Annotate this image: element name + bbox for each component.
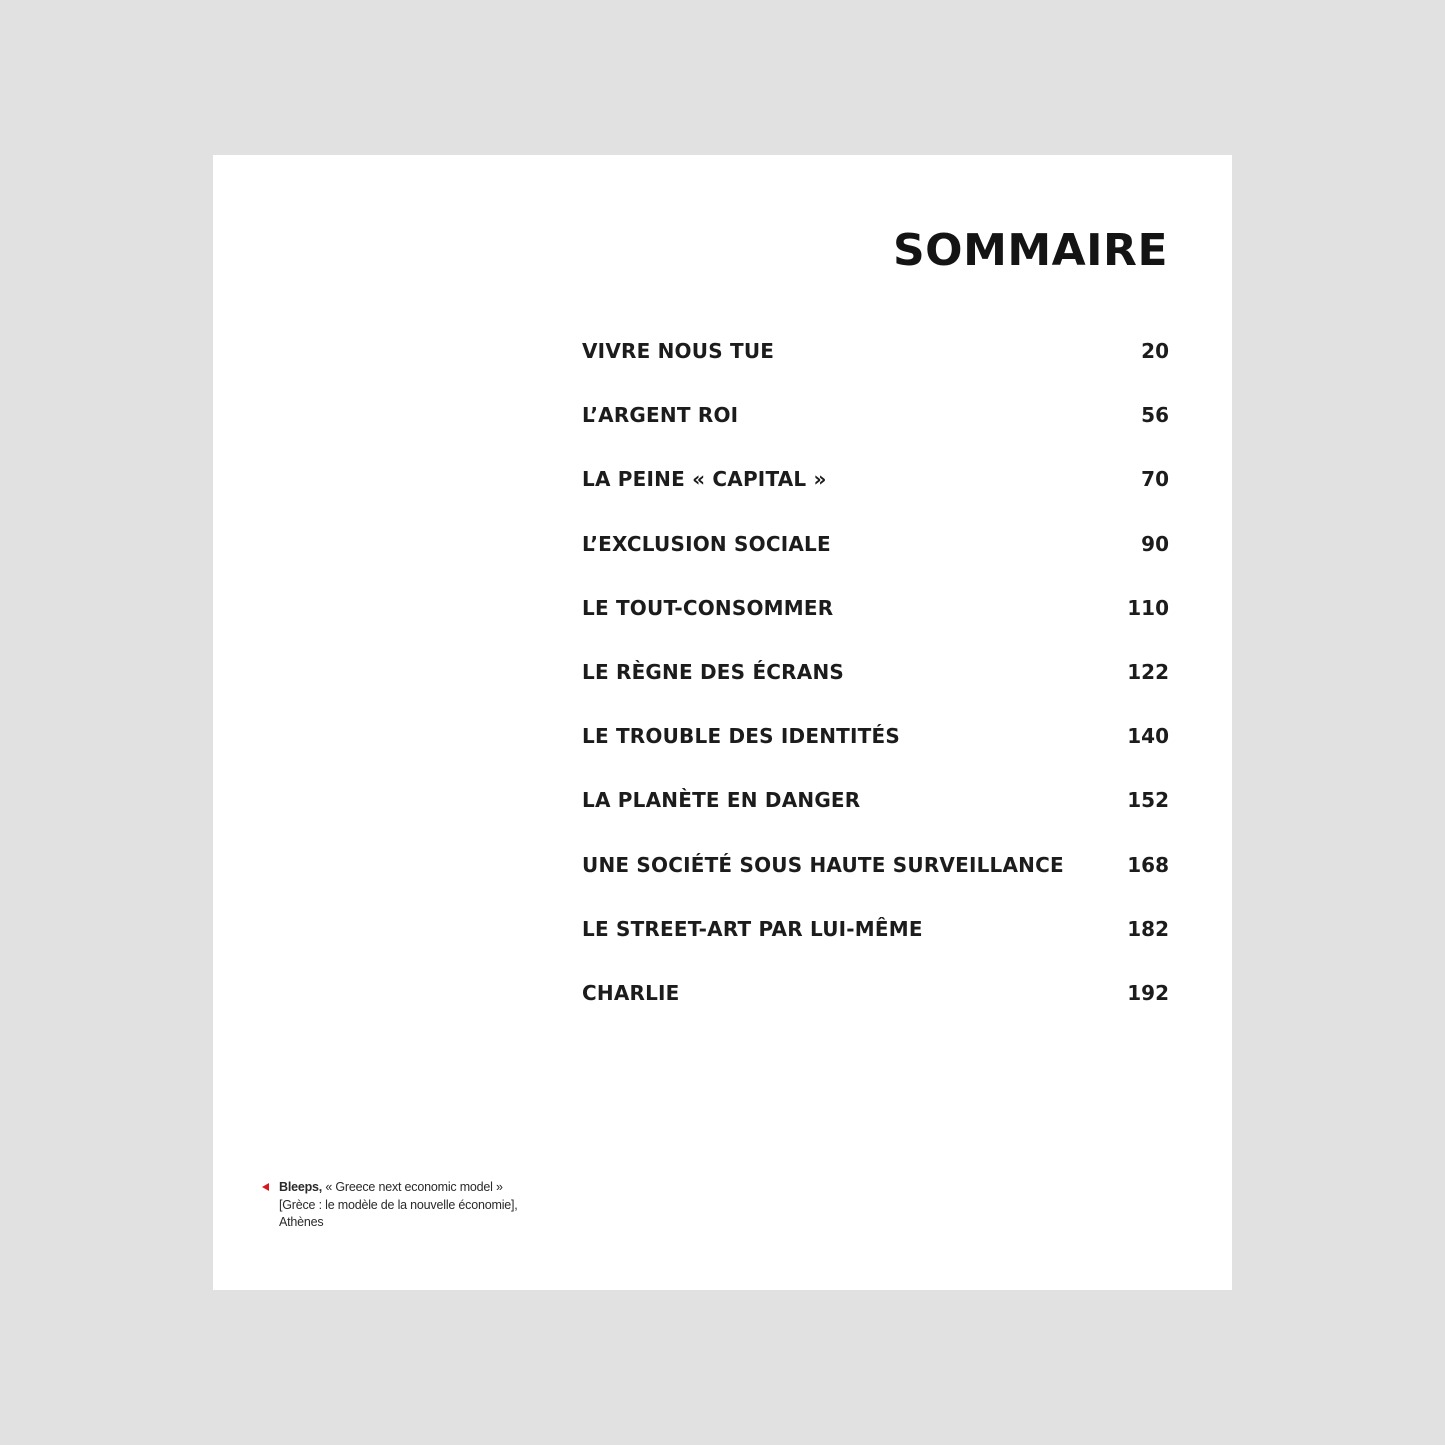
toc-entry-title: LE STREET-ART PAR LUI-MÊME	[582, 916, 923, 941]
toc-entry-title: LA PLANÈTE EN DANGER	[582, 788, 861, 813]
toc-entry[interactable]	[582, 461, 1169, 525]
toc-entry[interactable]	[582, 526, 1169, 590]
toc-entry[interactable]	[582, 333, 1169, 397]
toc-entry-page-number: 20	[1141, 339, 1169, 363]
toc-entry-page-number: 56	[1141, 403, 1169, 428]
toc-entry[interactable]	[582, 782, 1169, 846]
toc-entry-title: LE RÈGNE DES ÉCRANS	[582, 659, 845, 684]
toc-entry[interactable]	[582, 911, 1169, 975]
caption-translation: [Grèce : le modèle de la nouvelle économie],	[279, 1197, 518, 1212]
toc-entry[interactable]	[582, 590, 1169, 654]
caption-artwork-title: « Greece next economic model »	[325, 1180, 503, 1194]
toc-entry-title: LA PEINE « CAPITAL »	[582, 467, 827, 492]
toc-entry-title: UNE SOCIÉTÉ SOUS HAUTE SURVEILLANCE	[582, 852, 1064, 877]
toc-entry-title: L’EXCLUSION SOCIALE	[582, 531, 831, 556]
toc-entry[interactable]	[582, 397, 1169, 461]
page-title: SOMMAIRE	[892, 225, 1168, 276]
toc-entry-title: VIVRE NOUS TUE	[582, 339, 775, 363]
caption-text	[279, 1179, 579, 1232]
triangle-left-icon	[262, 1183, 269, 1191]
toc-entry-title: LE TOUT-CONSOMMER	[582, 595, 834, 620]
toc-entry-page-number: 182	[1127, 916, 1169, 941]
caption-author: Bleeps,	[279, 1180, 323, 1194]
toc-entry-page-number: 70	[1141, 467, 1169, 492]
toc-entry[interactable]	[582, 975, 1169, 1039]
toc-entry-page-number: 110	[1127, 595, 1169, 620]
caption-line-1	[279, 1179, 579, 1197]
toc-entry[interactable]	[582, 718, 1169, 782]
toc-entry[interactable]	[582, 847, 1169, 911]
book-page	[213, 155, 1232, 1290]
toc-entry-title: L’ARGENT ROI	[582, 403, 739, 428]
toc-entry-page-number: 90	[1141, 531, 1169, 556]
table-of-contents	[582, 333, 1169, 1039]
caption-location: Athènes	[279, 1215, 324, 1229]
toc-entry-page-number: 140	[1127, 724, 1169, 749]
toc-entry-title: CHARLIE	[582, 980, 680, 1005]
toc-entry-page-number: 192	[1127, 980, 1169, 1005]
toc-entry[interactable]	[582, 654, 1169, 718]
toc-entry-page-number: 168	[1127, 852, 1169, 877]
toc-entry-page-number: 122	[1127, 659, 1169, 684]
toc-entry-title: LE TROUBLE DES IDENTITÉS	[582, 724, 900, 749]
toc-entry-page-number: 152	[1127, 788, 1169, 813]
